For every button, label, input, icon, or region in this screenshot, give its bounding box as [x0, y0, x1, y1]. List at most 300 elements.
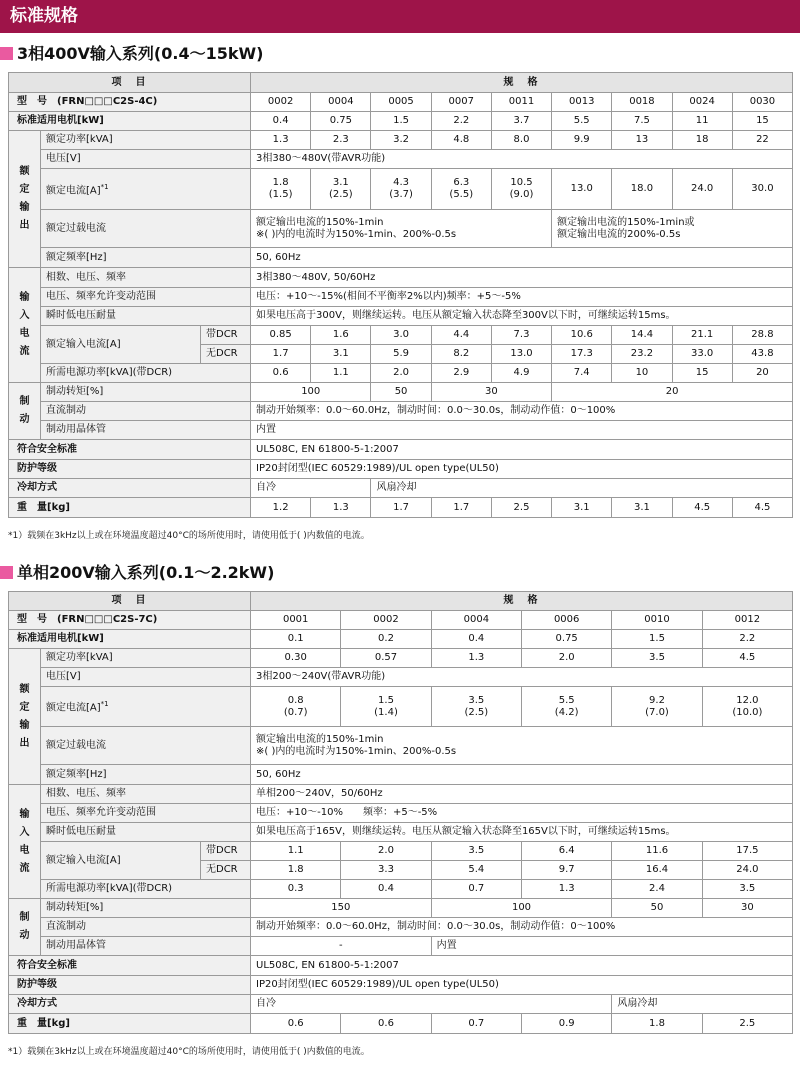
std-label: 符合安全标准 [9, 956, 251, 976]
model-value: 0010 [612, 611, 702, 630]
power-value: 2.0 [371, 364, 431, 383]
overload-line: 额定输出电流的150%-1min [256, 733, 384, 745]
input-current-value: 4.4 [431, 326, 491, 345]
kva-value: 1.3 [431, 649, 521, 668]
in-phase-row [9, 268, 793, 288]
current-main: 10.5 [510, 177, 533, 188]
input-current-value: 5.9 [371, 345, 431, 364]
current-main: 12.0 [736, 694, 759, 706]
power-value: 0.7 [431, 880, 521, 899]
kva-value: 22 [732, 131, 792, 150]
input-current-value: 17.3 [552, 345, 612, 364]
cool-value: 自冷 [251, 479, 371, 498]
current-value [341, 687, 431, 727]
current-value [522, 687, 612, 727]
motor-value: 0.75 [311, 112, 371, 131]
header-item: 项 目 [9, 73, 251, 93]
motor-row [9, 112, 793, 131]
dcr-with-label: 带DCR [201, 326, 251, 345]
input-current-value: 14.4 [612, 326, 672, 345]
category-char: 电 [19, 844, 30, 856]
in-cur-with-row [9, 842, 793, 861]
model-value: 0002 [251, 93, 311, 112]
dip-value: 如果电压高于300V，则继续运转。电压从额定输入状态降至300V以下时，可继续运转15ms。 [251, 307, 793, 326]
input-current-value: 8.2 [431, 345, 491, 364]
current-paren: (5.5) [449, 189, 474, 200]
current-paren: (7.0) [645, 706, 669, 718]
range-label: 电压、频率允许变动范围 [41, 288, 251, 307]
kva-value: 4.8 [431, 131, 491, 150]
category-char: 入 [19, 310, 30, 321]
in-phase-row [9, 785, 793, 804]
power-value: 0.4 [341, 880, 431, 899]
range-label: 电压、频率允许变动范围 [41, 804, 251, 823]
power-value: 2.4 [612, 880, 702, 899]
prot-value: IP20封闭型(IEC 60529:1989)/UL open type(UL50) [251, 976, 793, 995]
weight-value: 0.7 [431, 1014, 521, 1034]
overload-line: 额定输出电流的150%-1min [256, 216, 384, 228]
motor-value: 3.7 [491, 112, 551, 131]
category-char: 流 [19, 346, 30, 357]
current-value [552, 169, 612, 210]
current-main: 4.3 [393, 177, 410, 188]
motor-value: 0.2 [341, 630, 431, 649]
dip-value: 如果电压高于165V，则继续运转。电压从额定输入状态降至165V以下时，可继续运转15ms。 [251, 823, 793, 842]
model-value: 0007 [431, 93, 491, 112]
overload-label: 额定过载电流 [41, 727, 251, 765]
kva-value: 8.0 [491, 131, 551, 150]
out-current-row [9, 687, 793, 727]
overload-label: 额定过载电流 [41, 210, 251, 248]
weight-value: 1.2 [251, 498, 311, 518]
input-current-value: 33.0 [672, 345, 732, 364]
motor-label: 标准适用电机[kW] [9, 630, 251, 649]
kva-value: 3.2 [371, 131, 431, 150]
model-value: 0005 [371, 93, 431, 112]
motor-value: 11 [672, 112, 732, 131]
torque-value: 30 [702, 899, 792, 918]
input-current-value: 5.4 [431, 861, 521, 880]
input-current-label: 额定输入电流[A] [41, 326, 201, 364]
current-main: 6.3 [453, 177, 470, 188]
kva-value: 3.5 [612, 649, 702, 668]
freq-value: 50, 60Hz [251, 765, 793, 785]
volt-value: 3相380～480V(带AVR功能) [251, 150, 793, 169]
out-volt-row [9, 150, 793, 169]
power-value: 15 [672, 364, 732, 383]
in-power-row [9, 364, 793, 383]
model-value: 0002 [341, 611, 431, 630]
motor-label: 标准适用电机[kW] [9, 112, 251, 131]
current-main: 0.8 [287, 694, 304, 706]
model-value: 0006 [522, 611, 612, 630]
power-value: 7.4 [552, 364, 612, 383]
input-current-value: 7.3 [491, 326, 551, 345]
input-current-value: 17.5 [702, 842, 792, 861]
current-label-text: 额定电流[A] [46, 702, 101, 714]
overload-line: ※( )内的电流时为150%-1min、200%-0.5s [256, 228, 457, 240]
motor-value: 1.5 [371, 112, 431, 131]
power-value: 2.9 [431, 364, 491, 383]
transistor-label: 制动用晶体管 [41, 421, 251, 440]
overload-line: ※( )内的电流时为150%-1min、200%-0.5s [256, 745, 457, 757]
input-current-value: 10.6 [552, 326, 612, 345]
current-paren: (0.7) [283, 706, 308, 718]
current-main: 5.5 [558, 694, 575, 706]
range-value: 电压：+10～-10% 频率：+5～-5% [251, 804, 793, 823]
category-char: 输 [19, 808, 30, 820]
freq-label: 额定频率[Hz] [41, 765, 251, 785]
out-overload-row [9, 727, 793, 765]
footnote-mark: *1 [100, 182, 109, 191]
model-value: 0011 [491, 93, 551, 112]
motor-value: 2.2 [702, 630, 792, 649]
section-title-text: 3相400V输入系列(0.4～15kW) [17, 44, 264, 63]
header-item: 项 目 [9, 592, 251, 611]
current-main: 18.0 [630, 183, 654, 194]
current-main: 1.5 [378, 694, 394, 706]
motor-value: 2.2 [431, 112, 491, 131]
in-dip-row [9, 823, 793, 842]
current-main: 30.0 [751, 183, 774, 194]
power-value: 4.9 [491, 364, 551, 383]
category-char: 定 [19, 701, 30, 713]
weight-value: 0.6 [251, 1014, 341, 1034]
input-current-value: 3.5 [431, 842, 521, 861]
power-value: 1.3 [522, 880, 612, 899]
model-row [9, 611, 793, 630]
current-paren: (3.7) [389, 189, 413, 200]
category-char: 入 [19, 826, 30, 838]
current-label [41, 169, 251, 210]
torque-label: 制动转矩[%] [41, 899, 251, 918]
power-value: 10 [612, 364, 672, 383]
transistor-value: - [251, 937, 432, 956]
power-label: 所需电源功率[kVA](带DCR) [41, 364, 251, 383]
category-output [9, 131, 41, 268]
volt-label: 电压[V] [41, 150, 251, 169]
brake-dc-row [9, 918, 793, 937]
dip-label: 瞬时低电压耐量 [41, 823, 251, 842]
input-current-value: 16.4 [612, 861, 702, 880]
std-label: 符合安全标准 [9, 440, 251, 460]
out-overload-row [9, 210, 793, 248]
weight-row [9, 498, 793, 518]
current-main: 3.1 [332, 177, 349, 188]
input-current-value: 13.0 [491, 345, 551, 364]
model-value: 0024 [672, 93, 732, 112]
power-value: 0.6 [251, 364, 311, 383]
cool-row [9, 479, 793, 498]
current-value [702, 687, 792, 727]
model-value: 0018 [612, 93, 672, 112]
motor-value: 0.4 [251, 112, 311, 131]
current-value [732, 169, 792, 210]
kva-value: 0.57 [341, 649, 431, 668]
current-main: 24.0 [691, 183, 714, 194]
std-value: UL508C, EN 61800-5-1:2007 [251, 956, 793, 976]
input-current-value: 21.1 [672, 326, 732, 345]
std-row [9, 440, 793, 460]
weight-value: 1.7 [431, 498, 491, 518]
current-paren: (10.0) [732, 706, 763, 718]
input-current-label: 额定输入电流[A] [41, 842, 201, 880]
footnote-400v: *1）载频在3kHz以上或在环境温度超过40°C的场所使用时，请使用低于( )内数值的电流。 [8, 531, 370, 541]
model-label: 型 号 (FRN□□□C2S-4C) [9, 93, 251, 112]
current-value [431, 687, 521, 727]
current-value [612, 169, 672, 210]
current-value [251, 169, 311, 210]
weight-row [9, 1014, 793, 1034]
category-char: 输 [19, 202, 30, 213]
input-current-value: 28.8 [732, 326, 792, 345]
weight-value: 4.5 [732, 498, 792, 518]
motor-value: 15 [732, 112, 792, 131]
page-title: 标准规格 [0, 0, 800, 33]
brake-trans-row [9, 421, 793, 440]
weight-value: 4.5 [672, 498, 732, 518]
kva-value: 2.0 [522, 649, 612, 668]
section-title-text: 单相200V输入系列(0.1～2.2kW) [17, 563, 275, 582]
overload-line: 额定输出电流的200%-0.5s [557, 228, 681, 240]
kva-value: 9.9 [552, 131, 612, 150]
power-value: 20 [732, 364, 792, 383]
model-label: 型 号 (FRN□□□C2S-7C) [9, 611, 251, 630]
current-value [612, 687, 702, 727]
spec-table-200v [8, 591, 793, 1034]
spec-table-400v [8, 72, 793, 518]
power-value: 3.5 [702, 880, 792, 899]
torque-value: 20 [552, 383, 793, 402]
kva-value: 2.3 [311, 131, 371, 150]
power-value: 0.3 [251, 880, 341, 899]
category-char: 额 [19, 166, 30, 177]
weight-value: 2.5 [491, 498, 551, 518]
model-row [9, 93, 793, 112]
out-kva-row [9, 649, 793, 668]
motor-value: 7.5 [612, 112, 672, 131]
input-current-value: 43.8 [732, 345, 792, 364]
category-char: 制 [19, 396, 30, 407]
footnote-200v: *1）载频在3kHz以上或在环境温度超过40°C的场所使用时，请使用低于( )内数值的电流。 [8, 1047, 370, 1057]
current-value [371, 169, 431, 210]
input-current-value: 1.8 [251, 861, 341, 880]
prot-label: 防护等级 [9, 976, 251, 995]
category-output [9, 649, 41, 785]
torque-value: 50 [371, 383, 431, 402]
model-value: 0001 [251, 611, 341, 630]
motor-value: 0.75 [522, 630, 612, 649]
input-current-value: 3.3 [341, 861, 431, 880]
current-value [431, 169, 491, 210]
weight-value: 1.8 [612, 1014, 702, 1034]
phase-value: 单相200～240V，50/60Hz [251, 785, 793, 804]
current-paren: (9.0) [509, 189, 534, 200]
input-current-value: 6.4 [522, 842, 612, 861]
cool-row [9, 995, 793, 1014]
prot-value: IP20封闭型(IEC 60529:1989)/UL open type(UL50) [251, 460, 793, 479]
model-value: 0030 [732, 93, 792, 112]
current-paren: (2.5) [328, 189, 353, 200]
transistor-value: 内置 [431, 937, 792, 956]
in-dip-row [9, 307, 793, 326]
current-label [41, 687, 251, 727]
input-current-value: 1.6 [311, 326, 371, 345]
std-value: UL508C, EN 61800-5-1:2007 [251, 440, 793, 460]
input-current-value: 1.1 [251, 842, 341, 861]
input-current-value: 3.0 [371, 326, 431, 345]
overload-desc-a [251, 210, 552, 248]
cool-label: 冷却方式 [9, 995, 251, 1014]
header-spec: 规 格 [251, 592, 793, 611]
weight-label: 重 量[kg] [9, 498, 251, 518]
section-marker [0, 47, 13, 60]
motor-value: 5.5 [552, 112, 612, 131]
weight-value: 0.9 [522, 1014, 612, 1034]
in-cur-with-row [9, 326, 793, 345]
input-current-value: 23.2 [612, 345, 672, 364]
brake-trans-row [9, 937, 793, 956]
prot-row [9, 460, 793, 479]
volt-value: 3相200～240V(带AVR功能) [251, 668, 793, 687]
out-freq-row [9, 248, 793, 268]
current-value [251, 687, 341, 727]
power-label: 所需电源功率[kVA](带DCR) [41, 880, 251, 899]
weight-value: 3.1 [612, 498, 672, 518]
dip-label: 瞬时低电压耐量 [41, 307, 251, 326]
kva-value: 13 [612, 131, 672, 150]
category-brake [9, 899, 41, 956]
weight-label: 重 量[kg] [9, 1014, 251, 1034]
motor-value: 0.1 [251, 630, 341, 649]
category-brake [9, 383, 41, 440]
category-input [9, 268, 41, 383]
motor-value: 1.5 [612, 630, 702, 649]
phase-value: 3相380～480V, 50/60Hz [251, 268, 793, 288]
std-row [9, 956, 793, 976]
dc-brake-value: 制动开始频率：0.0～60.0Hz，制动时间：0.0～30.0s，制动动作值：0～100% [251, 918, 793, 937]
dc-brake-label: 直流制动 [41, 402, 251, 421]
category-char: 动 [19, 930, 30, 941]
weight-value: 1.3 [311, 498, 371, 518]
current-main: 3.5 [468, 694, 485, 706]
overload-desc-a [251, 727, 793, 765]
footnote-mark: *1 [100, 700, 109, 709]
section-title-400v [0, 44, 263, 64]
current-value [491, 169, 551, 210]
category-char: 定 [19, 184, 30, 195]
kva-value: 1.3 [251, 131, 311, 150]
input-current-value: 1.7 [251, 345, 311, 364]
motor-value: 0.4 [431, 630, 521, 649]
input-current-value: 2.0 [341, 842, 431, 861]
out-freq-row [9, 765, 793, 785]
header-spec: 规 格 [251, 73, 793, 93]
category-char: 出 [19, 737, 30, 749]
freq-value: 50, 60Hz [251, 248, 793, 268]
weight-value: 1.7 [371, 498, 431, 518]
range-value: 电压：+10～-15%(相间不平衡率2%以内)频率：+5～-5% [251, 288, 793, 307]
model-value: 0012 [702, 611, 792, 630]
current-label-text: 额定电流[A] [46, 185, 101, 197]
phase-label: 相数、电压、频率 [41, 785, 251, 804]
input-current-value: 0.85 [251, 326, 311, 345]
cool-value: 自冷 [251, 995, 612, 1014]
motor-row [9, 630, 793, 649]
freq-label: 额定频率[Hz] [41, 248, 251, 268]
kva-value: 4.5 [702, 649, 792, 668]
input-current-value: 3.1 [311, 345, 371, 364]
category-char: 流 [19, 862, 30, 874]
kva-value: 18 [672, 131, 732, 150]
weight-value: 0.6 [341, 1014, 431, 1034]
category-char: 动 [19, 414, 30, 425]
current-main: 1.8 [272, 177, 289, 188]
transistor-value: 内置 [251, 421, 793, 440]
kva-label: 额定功率[kVA] [41, 649, 251, 668]
category-char: 输 [19, 719, 30, 731]
torque-value: 100 [251, 383, 371, 402]
input-current-value: 24.0 [702, 861, 792, 880]
dcr-without-label: 无DCR [201, 861, 251, 880]
out-volt-row [9, 668, 793, 687]
weight-value: 3.1 [552, 498, 612, 518]
cool-value: 风扇冷却 [612, 995, 793, 1014]
model-value: 0004 [431, 611, 521, 630]
input-current-value: 9.7 [522, 861, 612, 880]
torque-value: 150 [251, 899, 432, 918]
dcr-with-label: 带DCR [201, 842, 251, 861]
phase-label: 相数、电压、频率 [41, 268, 251, 288]
torque-label: 制动转矩[%] [41, 383, 251, 402]
in-range-row [9, 804, 793, 823]
prot-label: 防护等级 [9, 460, 251, 479]
torque-value: 50 [612, 899, 702, 918]
overload-desc-b [552, 210, 793, 248]
dc-brake-value: 制动开始频率：0.0～60.0Hz，制动时间：0.0～30.0s，制动动作值：0～100% [251, 402, 793, 421]
out-current-row [9, 169, 793, 210]
in-power-row [9, 880, 793, 899]
category-char: 制 [19, 912, 30, 923]
dc-brake-label: 直流制动 [41, 918, 251, 937]
category-input [9, 785, 41, 899]
brake-torque-row [9, 899, 793, 918]
kva-label: 额定功率[kVA] [41, 131, 251, 150]
brake-dc-row [9, 402, 793, 421]
volt-label: 电压[V] [41, 668, 251, 687]
current-main: 9.2 [649, 694, 665, 706]
category-char: 电 [19, 328, 30, 339]
torque-value: 100 [431, 899, 612, 918]
dcr-without-label: 无DCR [201, 345, 251, 364]
category-char: 额 [19, 683, 30, 695]
cool-label: 冷却方式 [9, 479, 251, 498]
header-row [9, 592, 793, 611]
model-value: 0013 [552, 93, 612, 112]
torque-value: 30 [431, 383, 551, 402]
current-paren: (2.5) [464, 706, 489, 718]
section-title-200v [0, 563, 274, 583]
current-paren: (4.2) [554, 706, 579, 718]
model-value: 0004 [311, 93, 371, 112]
current-value [311, 169, 371, 210]
brake-torque-row [9, 383, 793, 402]
current-paren: (1.5) [268, 189, 293, 200]
weight-value: 2.5 [702, 1014, 792, 1034]
category-char: 输 [19, 292, 30, 303]
input-current-value: 11.6 [612, 842, 702, 861]
transistor-label: 制动用晶体管 [41, 937, 251, 956]
